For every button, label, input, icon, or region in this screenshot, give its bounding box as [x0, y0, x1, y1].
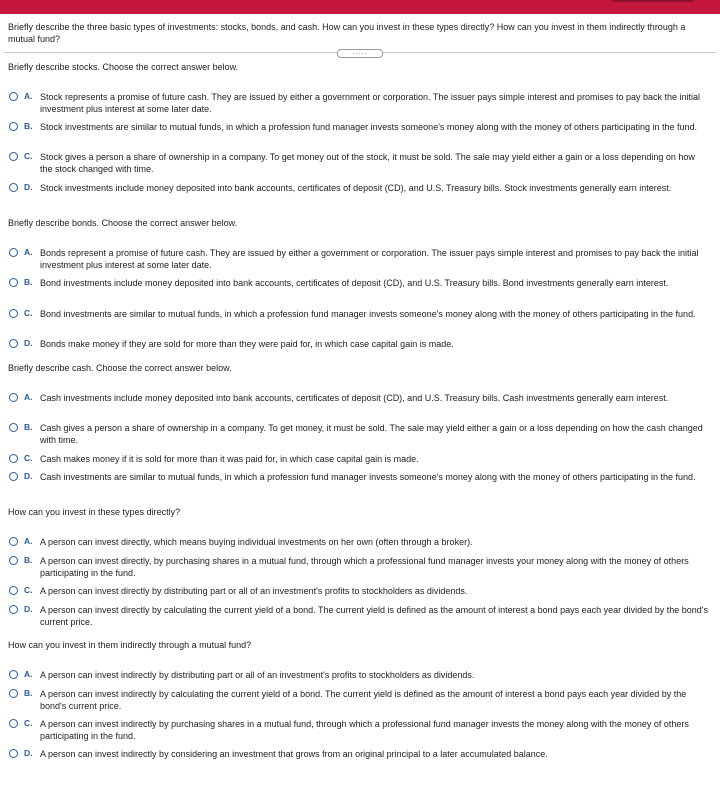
question-cash-prompt: Briefly describe cash. Choose the correct answer below.: [8, 363, 232, 373]
option-letter: D.: [24, 338, 33, 348]
option-text: A person can invest directly, which means buying individual investments on her own (often through a broker).: [40, 537, 473, 547]
option-letter: C.: [24, 718, 33, 728]
radio-button[interactable]: [9, 586, 18, 595]
radio-button[interactable]: [9, 454, 18, 463]
option-text: A person can invest indirectly by considering an investment that grows from an original principal to a later accumulated balance.: [40, 749, 548, 759]
radio-button[interactable]: [9, 339, 18, 348]
radio-button[interactable]: [9, 537, 18, 546]
radio-button[interactable]: [9, 309, 18, 318]
option-text: A person can invest indirectly by calculating the current yield of a bond. The current yield is defined as the amount of interest a bond pays each year divided by the bond's current price.: [40, 689, 687, 711]
radio-button[interactable]: [9, 472, 18, 481]
radio-button[interactable]: [9, 423, 18, 432]
option-text: Bonds represent a promise of future cash. They are issued by either a government or corporation. The issuer pays simple interest and promises to pay back the initial investment plus interest at some later date.: [40, 248, 699, 270]
option-letter: B.: [24, 555, 33, 565]
option-text: Cash investments are similar to mutual funds, in which a profession fund manager invests someone's money along with the money of others participating in the fund.: [40, 472, 696, 482]
question-direct-prompt: How can you invest in these types directly?: [8, 507, 181, 517]
option-text: Stock gives a person a share of ownership in a company. To get money out of the stock, it must be sold. The sale may yield either a gain or a loss depending on how the stock changed with time.: [40, 152, 695, 174]
option-text: A person can invest directly by calculating the current yield of a bond. The current yield is defined as the amount of interest a bond pays each year divided by the bond's current price.: [40, 605, 708, 627]
option-letter: B.: [24, 688, 33, 698]
question-bonds-prompt: Briefly describe bonds. Choose the correct answer below.: [8, 218, 238, 228]
option-letter: D.: [24, 471, 33, 481]
option-text: Bond investments include money deposited into bank accounts, certificates of deposit (CD), and U.S. Treasury bills. Bond investments generally earn interest.: [40, 278, 669, 288]
radio-button[interactable]: [9, 749, 18, 758]
radio-button[interactable]: [9, 152, 18, 161]
option-letter: A.: [24, 91, 33, 101]
option-text: A person can invest directly, by purchasing shares in a mutual fund, through which a professional fund manager invests your money along with the money of others participating in the fund.: [40, 556, 689, 578]
question-indirect-prompt: How can you invest in them indirectly through a mutual fund?: [8, 640, 252, 650]
option-letter: D.: [24, 604, 33, 614]
radio-button[interactable]: [9, 670, 18, 679]
option-letter: C.: [24, 308, 33, 318]
option-text: Cash investments include money deposited into bank accounts, certificates of deposit (CD), and U.S. Treasury bills. Cash investments generally earn interest.: [40, 393, 669, 403]
question-stocks-prompt: Briefly describe stocks. Choose the correct answer below.: [8, 62, 239, 72]
radio-button[interactable]: [9, 605, 18, 614]
option-letter: A.: [24, 669, 33, 679]
option-letter: D.: [24, 182, 33, 192]
radio-button[interactable]: [9, 393, 18, 402]
radio-button[interactable]: [9, 719, 18, 728]
option-text: A person can invest indirectly by distributing part or all of an investment's profits to stockholders as dividends.: [40, 670, 475, 680]
radio-button[interactable]: [9, 183, 18, 192]
main-question: Briefly describe the three basic types of investments: stocks, bonds, and cash. How can you invest in these types directly? How can you invest in them indirectly through a mutual fund?: [8, 22, 686, 44]
option-text: A person can invest indirectly by purchasing shares in a mutual fund, through which a professional fund manager invests the money along with the money of others participating in the fund.: [40, 719, 689, 741]
option-letter: C.: [24, 453, 33, 463]
option-text: Stock represents a promise of future cash. They are issued by either a government or corporation. The issuer pays simple interest and promises to pay back the initial investment plus interest at some later date.: [40, 92, 700, 114]
option-letter: C.: [24, 151, 33, 161]
radio-button[interactable]: [9, 689, 18, 698]
radio-button[interactable]: [9, 278, 18, 287]
option-letter: A.: [24, 536, 33, 546]
option-text: Cash makes money if it is sold for more than it was paid for, in which case capital gain is made.: [40, 454, 419, 464]
radio-button[interactable]: [9, 122, 18, 131]
option-letter: A.: [24, 392, 33, 402]
radio-button[interactable]: [9, 248, 18, 257]
radio-button[interactable]: [9, 92, 18, 101]
radio-button[interactable]: [9, 556, 18, 565]
option-letter: B.: [24, 121, 33, 131]
option-text: Cash gives a person a share of ownership in a company. To get money, it must be sold. The sale may yield either a gain or a loss depending on how the cash changed with time.: [40, 423, 703, 445]
top-bar-tab[interactable]: [610, 0, 696, 2]
option-text: A person can invest directly by distributing part or all of an investment's profits to stockholders as dividends.: [40, 586, 468, 596]
resize-handle[interactable]: .....: [337, 49, 383, 58]
option-letter: A.: [24, 247, 33, 257]
option-text: Bond investments are similar to mutual funds, in which a profession fund manager invests someone's money along with the money of others participating in the fund.: [40, 309, 696, 319]
option-text: Stock investments include money deposited into bank accounts, certificates of deposit (CD), and U.S. Treasury bills. Stock investments generally earn interest.: [40, 183, 672, 193]
option-letter: D.: [24, 748, 33, 758]
option-letter: C.: [24, 585, 33, 595]
option-text: Bonds make money if they are sold for more than they were paid for, in which case capital gain is made.: [40, 339, 454, 349]
top-bar: [0, 0, 720, 14]
option-letter: B.: [24, 422, 33, 432]
option-text: Stock investments are similar to mutual funds, in which a profession fund manager invests someone's money along with the money of others participating in the fund.: [40, 122, 698, 132]
option-letter: B.: [24, 277, 33, 287]
